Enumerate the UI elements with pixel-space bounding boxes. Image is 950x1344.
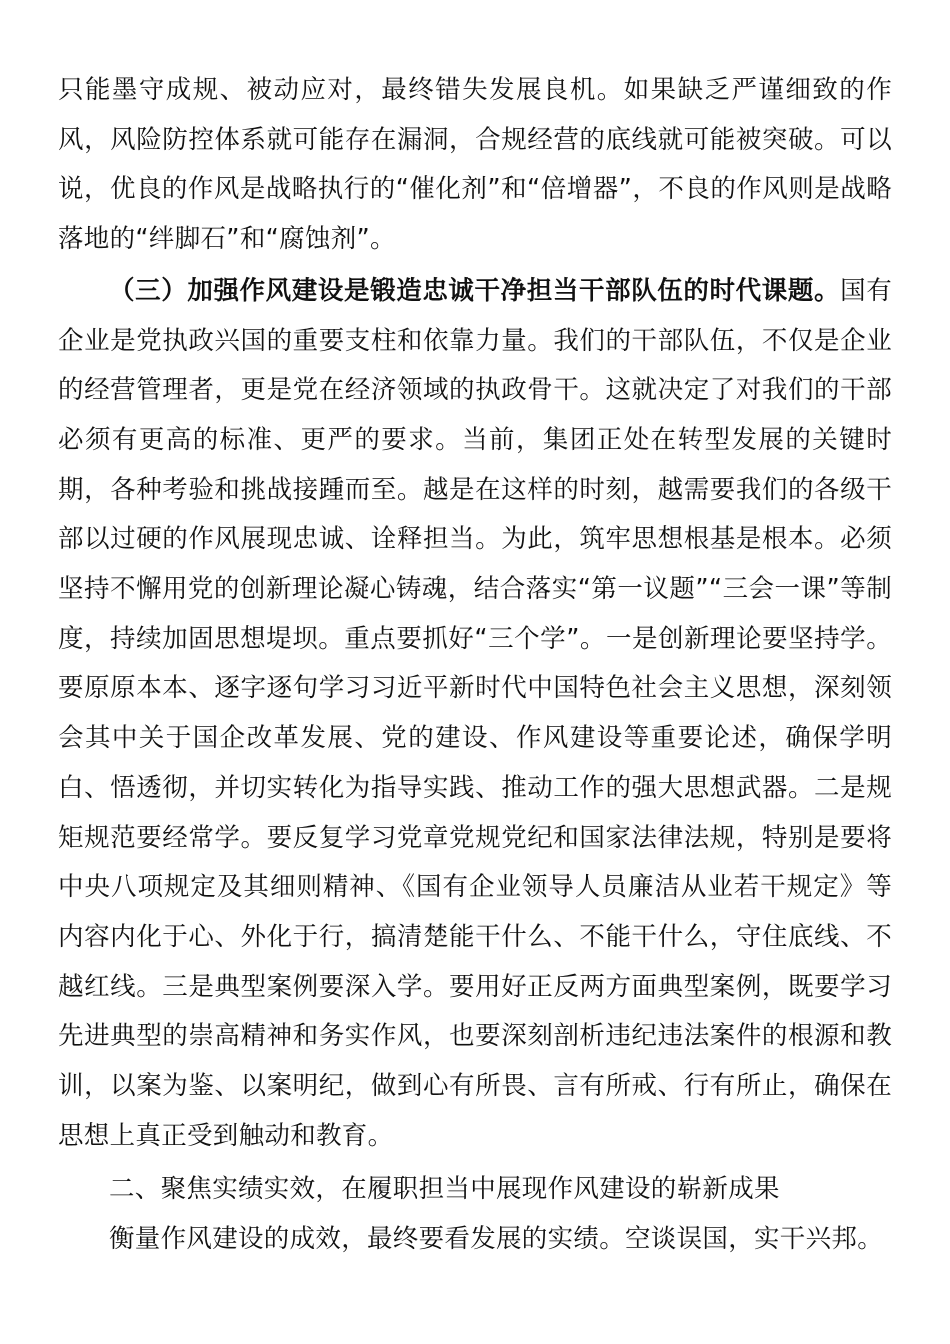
document-page [58, 66, 892, 1265]
paragraph-body: 国有企业是党执政兴国的重要支柱和依靠力量。我们的干部队伍，不仅是企业的经营管理者，更是党在经济领域的执政骨干。这就决定了对我们的干部必须有更高的标准、更严的要求。当前，集团正处在转型发展的关键时期，各种考验和挑战接踵而至。越是在这样的时刻，越需要我们的各级干部以过硬的作风展现忠诚、诠释担当。为此，筑牢思想根基是根本。必须坚持不懈用党的创新理论凝心铸魂，结合落实“第一议题”“三会一课”等制度，持续加固思想堤坝。重点要抓好“三个学”。一是创新理论要坚持学。要原原本本、逐字逐句学习习近平新时代中国特色社会主义思想，深刻领会其中关于国企改革发展、党的建设、作风建设等重要论述，确保学明白、悟透彻，并切实转化为指导实践、推动工作的强大思想武器。二是规矩规范要经常学。要反复学习党章党规党纪和国家法律法规，特别是要将中央八项规定及其细则精神、《国有企业领导人员廉洁从业若干规定》等内容内化于心、外化于行，搞清楚能干什么、不能干什么，守住底线、不越红线。三是典型案例要深入学。要用好正反两方面典型案例，既要学习先进典型的崇高精神和务实作风，也要深刻剖析违纪违法案件的根源和教训，以案为鉴、以案明纪，做到心有所畏、言有所戒、行有所止，确保在思想上真正受到触动和教育。 [58, 275, 892, 1151]
paragraph-section-three [58, 267, 892, 1162]
paragraph-bold-lead: （三）加强作风建设是锻造忠诚干净担当干部队伍的时代课题。 [109, 275, 841, 306]
section-heading: 二、聚焦实绩实效，在履职担当中展现作风建设的崭新成果 [109, 1174, 780, 1205]
paragraph-continuation: 只能墨守成规、被动应对，最终错失发展良机。如果缺乏严谨细致的作风，风险防控体系就可能存在漏洞，合规经营的底线就可能被突破。可以说，优良的作风是战略执行的“催化剂”和“倍增器”，不良的作风则是战略落地的“绊脚石”和“腐蚀剂”。 [58, 75, 892, 255]
paragraph-closing: 衡量作风建设的成效，最终要看发展的实绩。空谈误国，实干兴邦。 [109, 1224, 884, 1255]
